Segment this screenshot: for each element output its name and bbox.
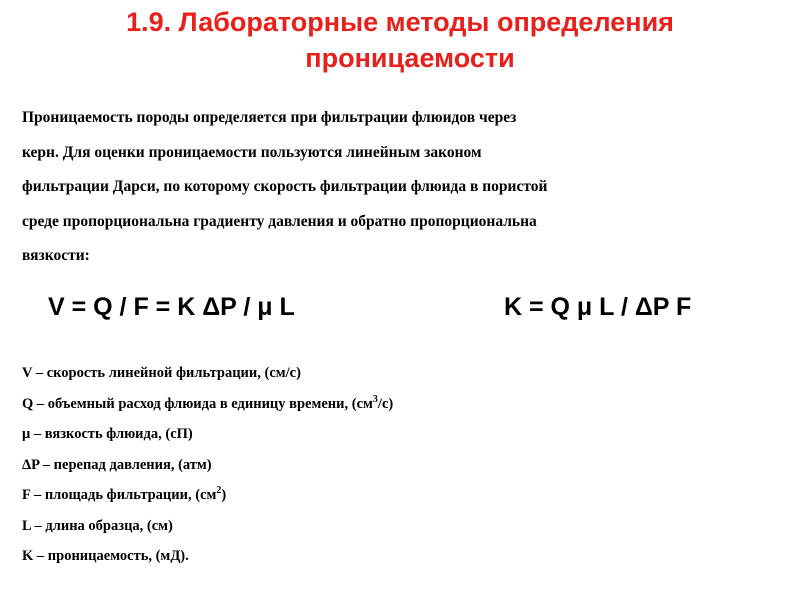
legend-flow-rate-superscript: 3	[372, 393, 378, 405]
legend-area-superscript: 2	[216, 485, 222, 497]
slide-title	[60, 4, 760, 76]
legend-item-viscosity: μ – вязкость флюида, (сП)	[22, 426, 193, 442]
variables-legend	[22, 364, 782, 578]
permeability-formula: K = Q μ L / ΔP F	[504, 293, 692, 321]
legend-item-sample-length: L – длина образца, (см)	[22, 517, 173, 534]
slide-title-line-2: проницаемости	[305, 43, 515, 73]
legend-item-pressure-drop: ΔP – перепад давления, (атм)	[22, 456, 212, 473]
paragraph-line: Проницаемость породы определяется при фильтрации флюидов через	[22, 109, 517, 126]
legend-item-flow-rate	[22, 395, 782, 426]
darcy-velocity-formula: V = Q / F = K ΔP / μ L	[48, 293, 295, 321]
paragraph-line: керн. Для оценки проницаемости пользуются линейным законом	[22, 143, 482, 161]
slide-title-line-1: 1.9. Лабораторные методы определения	[126, 7, 674, 37]
legend-item-filtration-area	[22, 486, 782, 517]
legend-flow-rate-text: Q – объемный расход флюида в единицу времени, (см	[22, 395, 373, 412]
paragraph-line: фильтрации Дарси, по которому скорость фильтрации флюида в пористой	[22, 178, 548, 195]
legend-item-permeability: K – проницаемость, (мД).	[22, 548, 189, 564]
legend-item-velocity: V – скорость линейной фильтрации, (см/с)	[22, 365, 301, 381]
legend-area-text: F – площадь фильтрации, (см	[22, 487, 217, 503]
intro-paragraph	[22, 108, 782, 281]
paragraph-line: вязкости:	[22, 247, 90, 264]
legend-area-unit-end: )	[221, 487, 227, 503]
paragraph-line: среде пропорциональна градиенту давления и обратно пропорциональна	[22, 212, 537, 230]
legend-flow-rate-unit-end: /с)	[377, 395, 394, 412]
